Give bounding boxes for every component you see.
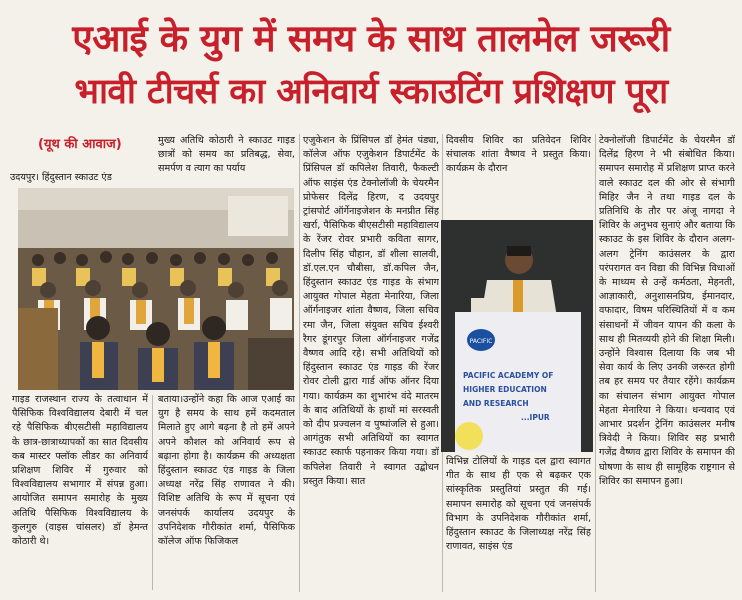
headline-block — [0, 0, 742, 130]
source-tag: (यूथ की आवाज) — [38, 137, 122, 152]
column-divider — [299, 134, 300, 592]
banner-line-4: ...IPUR — [521, 413, 550, 422]
audience-photo-illustration — [18, 188, 294, 390]
audience-photo — [18, 188, 294, 390]
column-divider — [152, 395, 153, 590]
pacific-logo-text: PACIFIC — [469, 338, 493, 345]
column-5-text: टेक्नोलॉजी डिपार्टमेंट के चेयरमैन डॉ दिलेंद्र हिरण ने भी संबोधित किया।समापन समारोह में प्रशिक्षण प्राप्त करने वाले स्काउट दल की ओर से संभागी मिहिर जैन ने तथा गाइड दल के प्रतिनिधि के तौर पर अंजू नागदा ने शिविर के अनुभव सुनाएं और बताया कि स्काउट के इस शिविर के दौरान अलग-अलग ट्रेनिंग काउंसलर के द्वारा परंपरागत वन विद्या की विभिन्न विधाओं के माध्यम से उन्हें कर्मठता, मेहनती, आज्ञाकारी, अनुशासनप्रिय, ईमानदार, वफादार, विषम परिस्थितियों में व कम संसाधनों में जीवन यापन की कला के साथ ही मितव्ययी होने की शिक्षा मिली। उन्होंने विश्वास दिलाया कि जब भी सेवा कार्य के लिए उनकी जरूरत होगी तब हर समय पर तैयार रहेंगे। कार्यक्रम का संचालन संभाग आयुक्त गोपाल मेहता मेनारिया ने किया। धन्यवाद एवं आभार प्रदर्शन ट्रेनिंग काउंसलर मनीष त्रिवेदी ने किया। शिविर सह प्रभारी गजेंद्र वैष्णव द्वारा शिविर के समापन की घोषणा के साथ ही सामूहिक राष्ट्रगान से शिविर का समापन हुआ। — [599, 135, 735, 487]
speaker-photo — [441, 220, 593, 452]
headline-line-2: भावी टीचर्स का अनिवार्य स्काउटिंग प्रशिक्षण पूरा — [74, 72, 668, 112]
speaker-photo-illustration — [441, 220, 593, 452]
column-4-top-text: दिवसीय शिविर का प्रतिवेदन शिविर संचालक शांता वैष्णव ने प्रस्तुत किया। कार्यक्रम के दौरान — [446, 135, 591, 175]
dateline: उदयपुर। हिंदुस्तान स्काउट एंड — [10, 172, 112, 183]
column-1-text: गाइड राजस्थान राज्य के तत्वाधान में पैसिफिक विश्वविद्यालय देबारी में चल रहे पैसिफिक बीएसटीसी महाविद्यालय के छात्र-छात्राध्यापकों का सात दिवसीय कब मास्टर फ्लॉक लीडर का अनिवार्य प्रशिक्षण शिविर में गुरुवार को विश्वविद्यालय सभागार में संपन्न हुआ।आयोजित समापन समारोह के मुख्य अतिथि पैसिफिक विश्वविद्यालय के कुलगुरु (वाइस चांसलर) डॉ हेमन्त कोठारी थे। — [12, 394, 148, 548]
column-2-bottom-text: बताया।उन्होंने कहा कि आज एआई का युग है समय के साथ हमें कदमताल मिलाते हुए आगे बढ़ना है तो हमें अपने अपने कौशल को अनिवार्य रूप से बढ़ाना होगा है। कार्यक्रम की अध्यक्षता हिंदुस्तान स्काउट एंड गाइड के जिला अध्यक्ष नरेंद्र सिंह राणावत ने की। विशिष्ट अतिथि के रूप में सूचना एवं जनसंपर्क कार्यालय उदयपुर के उपनिदेशक गौरीकांत शर्मा, पैसिफिक कॉलेज ऑफ फिजिकल — [158, 394, 295, 548]
column-3 — [303, 134, 439, 592]
column-4-top — [446, 134, 591, 178]
column-1 — [12, 393, 148, 593]
column-2-bottom — [158, 393, 295, 593]
column-3-text: एजुकेशन के प्रिंसिपल डॉ हेमंत पंड्या, कॉलेज ऑफ एजुकेशन डिपार्टमेंट के प्रिंसिपल डॉ कपिलेश तिवारी, फैकल्टी ऑफ साइंस एंड टेक्नोलॉजी के चेयरमैन प्रोफेसर दिलेंद्र हिरण, द उदयपुर ट्रांसपोर्ट ऑर्गेनाइजेशन के मनप्रीत सिंह खर्रा, पैसिफिक बीएसटीसी महाविद्यालय के रेंजर रोवर प्रभारी कविता सागर, दिलीप सिंह चौहान, डॉ शीला सालवी, डॉ.एल.एन चौबीसा, डॉ.कपिल जैन, हिंदुस्तान स्काउट एंड गाइड के संभाग आयुक्त गोपाल मेहता मेनारिया, जिला ऑर्गनाइजर शांता वैष्णव, जिला सचिव रमा जैन, जिला संयुक्त सचिव ईश्वरी रैगर डूंगरपुर जिला ऑर्गनाइजर गजेंद्र वैष्णव आदि रहे। सभी अतिथियों को हिंदुस्तान स्काउट एंड गाइड की रेंजर रोवर टोली द्वारा गार्ड ऑफ ऑनर दिया गया। कार्यक्रम का शुभारंभ वंदे मातरम के बाद अतिथियों के हाथों मां सरस्वती को दीप प्रज्वलन व पुष्पांजलि से हुआ। आगंतुक सभी अतिथियों का स्वागत स्काउट स्कार्फ पहनाकर किया गया। डॉ कपिलेश तिवारी ने स्वागत उद्बोधन प्रस्तुत किया। सात — [303, 135, 439, 487]
banner-line-2: HIGHER EDUCATION — [463, 385, 547, 394]
column-5 — [599, 134, 735, 592]
column-2-top — [158, 134, 295, 178]
column-4-bottom-text: विभिन्न टोलियों के गाइड दल द्वारा स्वागत गीत के साथ ही एक से बढ़कर एक सांस्कृतिक प्रस्तुतियां प्रस्तुत की गई। समापन समारोह को सूचना एवं जनसंपर्क विभाग के उपनिदेशक गौरीकांत शर्मा, हिंदुस्तान स्काउट के जिलाध्यक्ष नरेंद्र सिंह राणावत, साइंस एंड — [446, 456, 591, 553]
column-divider — [595, 134, 596, 592]
banner-line-3: AND RESEARCH — [463, 399, 529, 408]
headline-line-1: एआई के युग में समय के साथ तालमेल जरूरी — [72, 17, 670, 60]
column-2-top-text: मुख्य अतिथि कोठारी ने स्काउट गाइड छात्रों को समय का प्रतिबद्ध, सेवा, समर्पण व त्याग का पर्याय — [158, 135, 295, 175]
column-4-bottom — [446, 455, 591, 593]
banner-line-1: PACIFIC ACADEMY OF — [463, 371, 554, 380]
